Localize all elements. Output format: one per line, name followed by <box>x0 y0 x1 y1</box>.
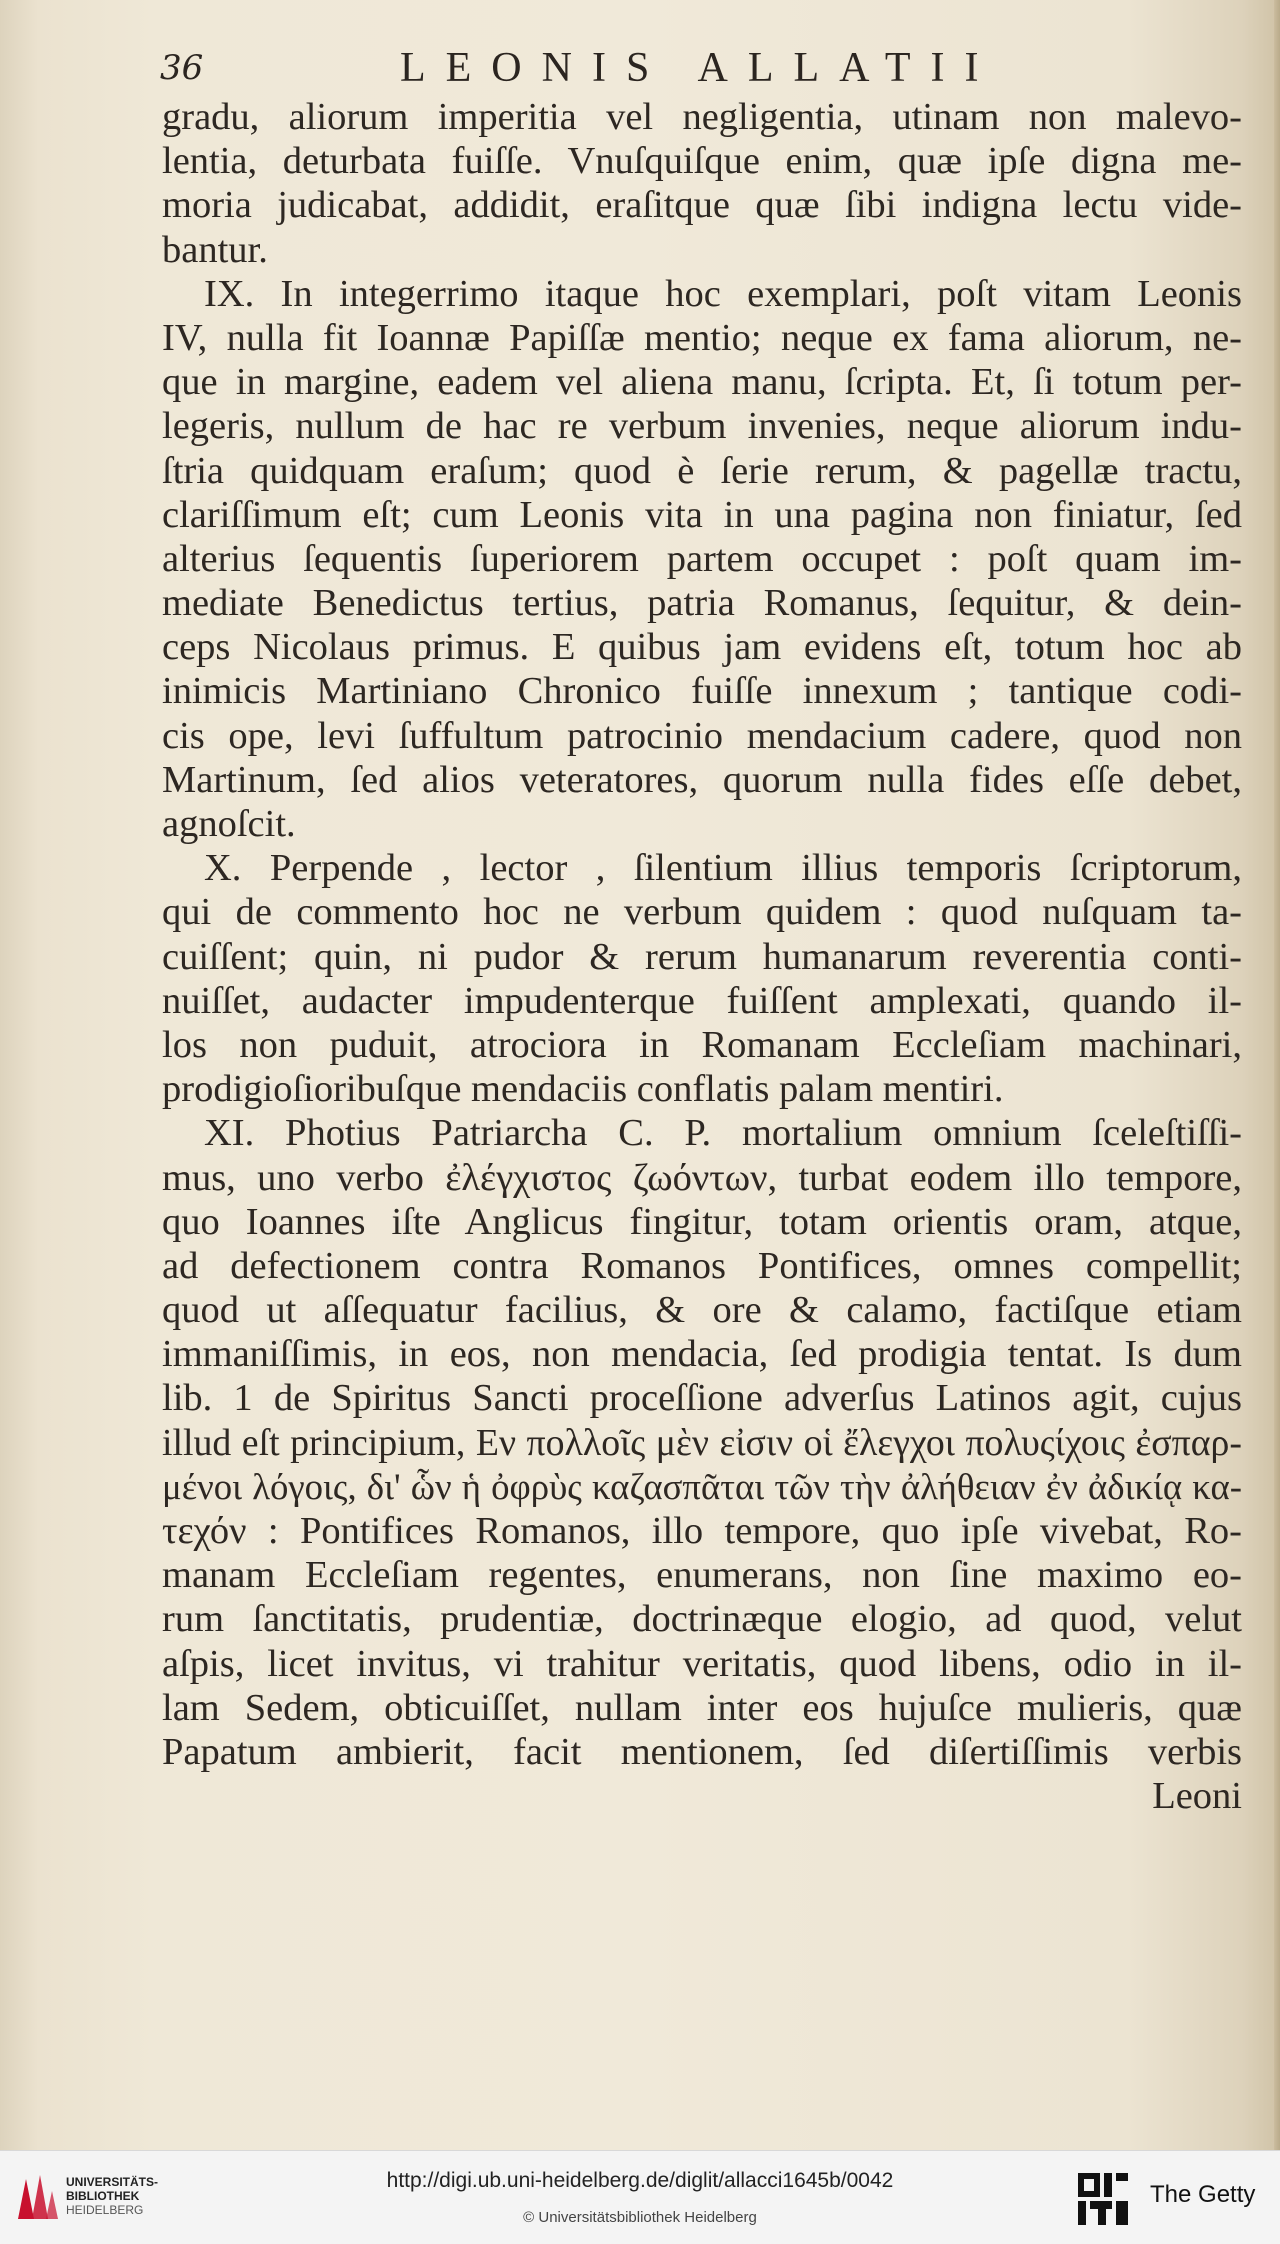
catchword: Leoni <box>1152 1775 1242 1818</box>
text-line: moria judicabat, addidit, eraſitque quæ ſibi indigna lectu vide- <box>162 184 1242 227</box>
text-line: immaniſſimis, in eos, non mendacia, ſed prodigia tentat. Is dum <box>162 1333 1242 1376</box>
body-text <box>162 95 1242 1818</box>
text-line: agnoſcit. <box>162 803 296 845</box>
permalink-url[interactable]: http://digi.ub.uni-heidelberg.de/diglit/allacci1645b/0042 <box>386 2169 894 2192</box>
text-line: lentia, deturbata fuiſſe. Vnuſquiſque enim, quæ ipſe digna me- <box>162 140 1242 183</box>
text-line: los non puduit, atrociora in Romanam Eccleſiam machinari, <box>162 1023 1242 1066</box>
text-line: inimicis Martiniano Chronico fuiſſe innexum ; tantique codi- <box>162 670 1242 713</box>
getty-logo-icon <box>1076 2171 1130 2227</box>
copyright-notice: © Universitätsbibliothek Heidelberg <box>523 2209 757 2226</box>
text-line: que in margine, eadem vel aliena manu, ſcripta. Et, ſi totum per- <box>162 361 1242 404</box>
text-line: ceps Nicolaus primus. E quibus jam evidens eſt, totum hoc ab <box>162 626 1242 669</box>
text-line: legeris, nullum de hac re verbum invenies, neque aliorum indu- <box>162 405 1242 448</box>
text-line: quod ut aſſequatur facilius, & ore & calamo, factiſque etiam <box>162 1289 1242 1332</box>
text-line: quo Ioannes iſte Anglicus fingitur, totam orientis oram, atque, <box>162 1200 1242 1243</box>
paragraph-start-xi: XI. Photius Patriarcha C. P. mortalium omnium ſceleſtiſſi- <box>204 1112 1242 1155</box>
greek-text-line: μένοι λόγοις, δι' ὧν ἡ ὀφρὺς καζασπᾶται τῶν τὴν ἀλήθειαν ἐν ἀδικίᾳ κα- <box>162 1465 1242 1507</box>
text-line: alterius ſequentis ſuperiorem partem occupet : poſt quam im- <box>162 537 1242 580</box>
greek-text-line: illud eſt principium, Εν πολλοῖς μὲν εἰσιν οἱ ἔλεγχοι πολυςίχοις ἐσπαρ- <box>162 1421 1242 1464</box>
page-number: 36 <box>160 48 204 88</box>
text-line: cuiſſent; quin, ni pudor & rerum humanarum reverentia conti- <box>162 935 1242 978</box>
text-line: τεχόν : Pontifices Romanos, illo tempore, quo ipſe vivebat, Ro- <box>162 1510 1242 1552</box>
text-line: IV, nulla fit Ioannæ Papiſſæ mentio; neque ex fama aliorum, ne- <box>162 316 1242 359</box>
text-line: prodigioſioribuſque mendaciis conflatis palam mentiri. <box>162 1068 1004 1111</box>
text-line: Papatum ambierit, facit mentionem, ſed diſertiſſimis verbis <box>162 1730 1242 1773</box>
text-line: aſpis, licet invitus, vi trahitur veritatis, quod libens, odio in il- <box>162 1642 1242 1685</box>
library-name-line: BIBLIOTHEK <box>66 2189 140 2203</box>
text-line: manam Eccleſiam regentes, enumerans, non ſine maximo eo- <box>162 1554 1242 1597</box>
text-line: mediate Benedictus tertius, patria Romanus, ſequitur, & dein- <box>162 582 1242 625</box>
library-name-line: UNIVERSITÄTS- <box>66 2175 159 2189</box>
paragraph-start-ix: IX. In integerrimo itaque hoc exemplari, poſt vitam Leonis <box>204 272 1242 315</box>
text-line: mus, uno verbo ἐλέγχιστος ζωόντων, turbat eodem illo tempore, <box>162 1156 1242 1199</box>
text-line: Martinum, ſed alios veteratores, quorum nulla fides eſſe debet, <box>162 758 1242 801</box>
partner-name: The Getty <box>1150 2181 1256 2208</box>
running-title: LEONIS ALLATII <box>400 45 999 91</box>
viewer-footer <box>0 2150 1280 2244</box>
text-line: lib. 1 de Spiritus Sancti proceſſione adverſus Latinos agit, cujus <box>162 1377 1242 1420</box>
text-line: ad defectionem contra Romanos Pontifices, omnes compellit; <box>162 1244 1242 1287</box>
text-line: lam Sedem, obticuiſſet, nullam inter eos hujuſce mulieris, quæ <box>162 1686 1242 1729</box>
text-line: clariſſimum eſt; cum Leonis vita in una pagina non finiatur, ſed <box>162 493 1242 536</box>
text-line: gradu, aliorum imperitia vel negligentia, utinam non malevo- <box>162 96 1242 138</box>
text-line: bantur. <box>162 228 268 271</box>
text-line: ſtria quidquam eraſum; quod è ſerie rerum, & pagellæ tractu, <box>162 449 1242 492</box>
text-line: rum ſanctitatis, prudentiæ, doctrinæque elogio, ad quod, velut <box>162 1598 1242 1641</box>
text-line: nuiſſet, audacter impudenterque fuiſſent amplexati, quando il- <box>162 979 1242 1022</box>
text-line: qui de commento hoc ne verbum quidem : quod nuſquam ta- <box>162 891 1242 934</box>
text-line: cis ope, levi ſuffultum patrocinio mendacium cadere, quod non <box>162 714 1242 757</box>
paragraph-start-x: X. Perpende , lector , ſilentium illius temporis ſcriptorum, <box>204 847 1242 890</box>
library-name-line: HEIDELBERG <box>66 2203 144 2217</box>
